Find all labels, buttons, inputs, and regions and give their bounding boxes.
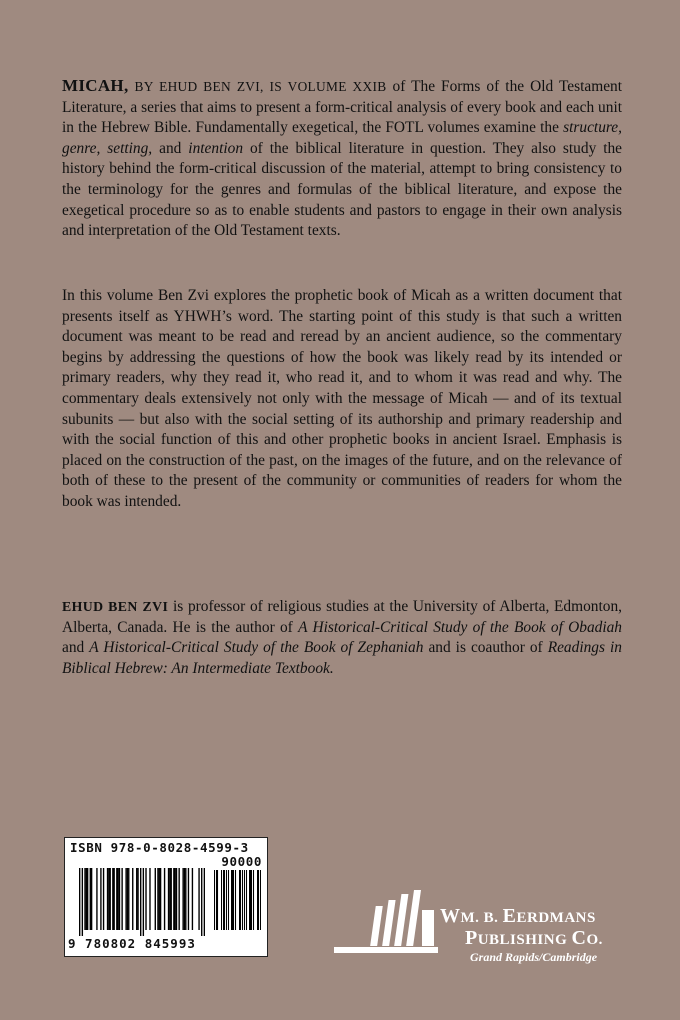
barcode-bar: [188, 868, 189, 930]
addon-bar: [251, 870, 252, 930]
barcode-bar: [127, 868, 128, 930]
addon-bar: [217, 870, 218, 930]
addon-bar: [233, 870, 234, 930]
barcode-bar: [87, 868, 88, 930]
barcode-bar: [149, 868, 150, 930]
barcode-bar: [116, 868, 117, 930]
barcode-bar: [90, 868, 91, 930]
addon-barcode-bars: [213, 870, 261, 930]
barcode-bar: [157, 868, 158, 930]
barcode-bar: [169, 868, 170, 930]
description-paragraph-2: In this volume Ben Zvi explores the prophetic book of Micah as a written document that presents itself as YHWH’s word. The starting point of this study is that such a written document was meant to be read and reread by an ancient audience, so the commentary begins by addressing the questions of how the book was likely read by its intended or primary readers, why they read it, who read it, and to whom it was read and why. The commentary deals extensively not only with the message of Micah — and of its textual subunits — but also with the social setting of its authorship and primary readership and with the social function of this and other prophetic books in ancient Israel. Emphasis is placed on the construction of the past, on the images of the future, and on the relevance of both of these to the present of the community or communities of readers for whom the book was intended.: [62, 287, 622, 510]
addon-bar: [235, 870, 236, 930]
barcode-bar: [140, 868, 141, 936]
addon-bar: [224, 870, 225, 930]
barcode-bar: [204, 868, 205, 936]
barcode-bar: [84, 868, 85, 930]
addon-bar: [240, 870, 241, 930]
barcode-bar: [185, 868, 186, 930]
addon-bar: [223, 870, 224, 930]
barcode-bar: [201, 868, 202, 936]
barcode-bar: [107, 868, 108, 930]
barcode-bar: [96, 868, 97, 930]
addon-bar: [239, 870, 240, 930]
eerdmans-logo-icon: [334, 890, 438, 956]
barcode-bar: [168, 868, 169, 930]
series-volume-caps: BY EHUD BEN ZVI, IS VOLUME XXIB: [134, 79, 387, 94]
addon-bar: [232, 870, 233, 930]
barcode-bar: [184, 868, 185, 930]
addon-bar: [250, 870, 251, 930]
barcode-bar: [136, 868, 137, 930]
addon-bar: [244, 870, 245, 930]
addon-bar: [249, 870, 250, 930]
barcode-bar: [91, 868, 92, 930]
addon-bar: [246, 870, 247, 930]
addon-bar: [242, 870, 243, 930]
barcode-bar: [137, 868, 138, 930]
barcode-bar: [143, 868, 144, 936]
addon-bar: [257, 870, 258, 930]
barcode-bar: [174, 868, 175, 930]
barcode-bar: [145, 868, 146, 930]
barcode-bar: [176, 868, 177, 930]
barcode-bar: [112, 868, 113, 930]
barcode-bar: [178, 868, 179, 930]
addon-bar: [214, 870, 215, 930]
addon-bar: [221, 870, 222, 930]
barcode-bar: [86, 868, 87, 930]
ean-barcode-bars: [79, 868, 205, 936]
addon-bar: [231, 870, 232, 930]
barcode-bar: [155, 868, 156, 930]
addon-bar: [216, 870, 217, 930]
addon-bar: [253, 870, 254, 930]
addon-bar: [226, 870, 227, 930]
isbn-barcode: [64, 837, 268, 957]
barcode-bar: [182, 868, 183, 930]
barcode-bar: [159, 868, 160, 930]
addon-bar: [258, 870, 259, 930]
ean-digits: 9 780802 845993: [68, 936, 196, 951]
publisher-city: Grand Rapids/Cambridge: [470, 950, 598, 964]
barcode-bar: [117, 868, 118, 930]
barcode-bar: [192, 868, 193, 930]
barcode-bar: [132, 868, 133, 930]
barcode-bar: [119, 868, 120, 930]
barcode-bar: [160, 868, 161, 930]
author-name: EHUD BEN ZVI: [62, 599, 169, 614]
barcode-bar: [108, 868, 109, 930]
barcode-bar: [198, 868, 199, 930]
publisher-name: WM. B. EERDMANS: [440, 905, 596, 927]
barcode-bar: [103, 868, 104, 930]
barcode-bar: [113, 868, 114, 930]
book-title: MICAH,: [62, 76, 129, 95]
description-paragraph-1: MICAH, BY EHUD BEN ZVI, IS VOLUME XXIB of The Forms of the Old Testament Literature, a series that aims to present a form-critical analysis of every book and each unit in the Hebrew Bible. Fundamentally exegetical, the FOTL volumes examine the structure, genre, setting, and intention of the biblical literature in question. They also study the history behind the form-critical discussion of the material, attempt to bring consistency to the terminology for the genres and formulas of the biblical literature, and expose the exegetical procedure so as to enable students and pastors to engage in their own analysis and interpretation of the Old Testament texts.: [62, 76, 623, 240]
addon-bar: [228, 870, 229, 930]
publisher-company: PUBLISHING CO.: [465, 927, 603, 949]
author-bio: EHUD BEN ZVI is professor of religious studies at the University of Alberta, Edmonton, Alberta, Canada. He is the author of A Historical-Critical Study of the Book of Obadiah and A Historical-Critical Study of the Book of Zephaniah and is coauthor of Readings in Biblical Hebrew: An Intermediate Textbook.: [62, 598, 623, 677]
barcode-bar: [128, 868, 129, 930]
barcode-bar: [164, 868, 165, 930]
barcode-bar: [79, 868, 80, 936]
barcode-bar: [110, 868, 111, 930]
barcode-bar: [121, 868, 122, 930]
barcode-bar: [100, 868, 101, 930]
price-code: 90000: [221, 854, 262, 869]
barcode-bar: [173, 868, 174, 930]
barcode-bar: [125, 868, 126, 930]
barcode-bar: [82, 868, 83, 936]
isbn-number: ISBN 978-0-8028-4599-3: [70, 840, 249, 855]
barcode-bar: [171, 868, 172, 930]
addon-bar: [260, 870, 261, 930]
